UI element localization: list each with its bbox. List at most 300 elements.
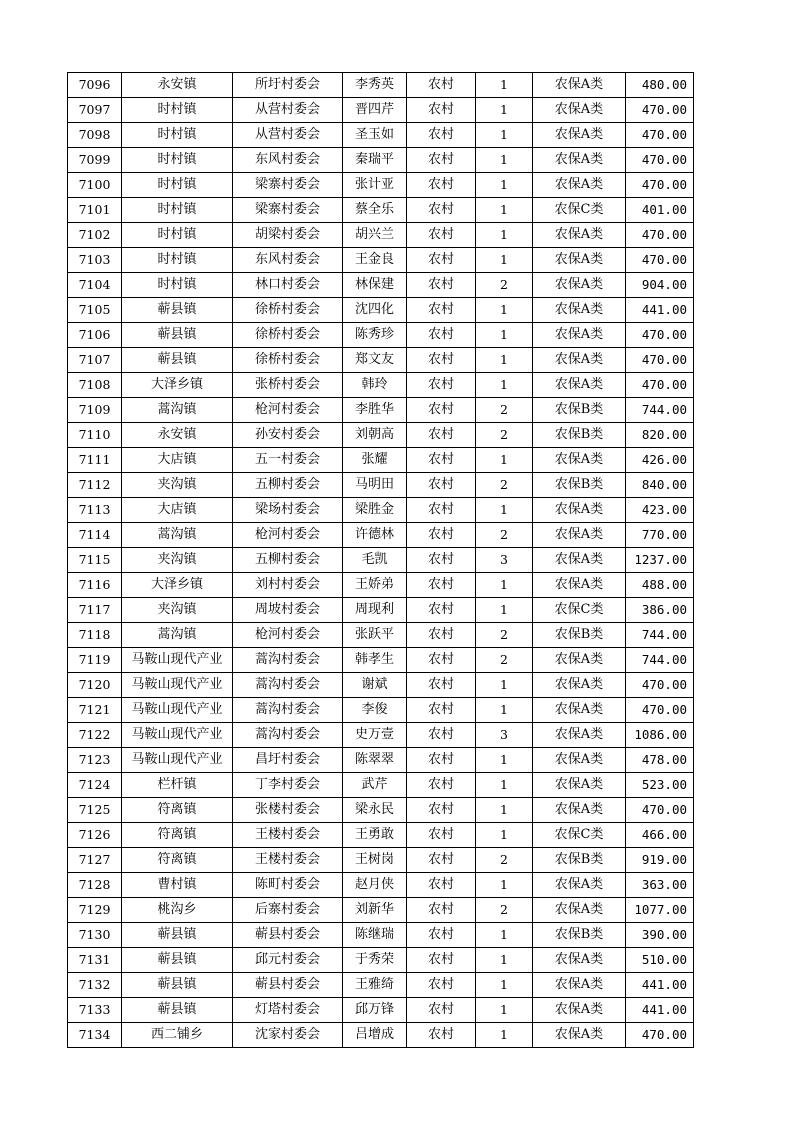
- area-cell: 农村: [407, 423, 476, 448]
- amount-cell: 441.00: [626, 998, 694, 1023]
- town-cell: 蕲县镇: [122, 973, 233, 998]
- row-id: 7121: [68, 698, 122, 723]
- town-cell: 时村镇: [122, 148, 233, 173]
- type-cell: 农保A类: [533, 773, 626, 798]
- row-id: 7130: [68, 923, 122, 948]
- area-cell: 农村: [407, 98, 476, 123]
- village-cell: 枪河村委会: [233, 623, 343, 648]
- amount-cell: 1237.00: [626, 548, 694, 573]
- row-id: 7109: [68, 398, 122, 423]
- area-cell: 农村: [407, 448, 476, 473]
- town-cell: 大店镇: [122, 448, 233, 473]
- count-cell: 1: [476, 998, 533, 1023]
- table-body: [68, 73, 694, 1048]
- type-cell: 农保B类: [533, 923, 626, 948]
- town-cell: 蕲县镇: [122, 948, 233, 973]
- area-cell: 农村: [407, 73, 476, 98]
- row-id: 7104: [68, 273, 122, 298]
- type-cell: 农保C类: [533, 198, 626, 223]
- table-row: [68, 573, 694, 598]
- table-row: [68, 698, 694, 723]
- row-id: 7117: [68, 598, 122, 623]
- table-row: [68, 948, 694, 973]
- village-cell: 蒿沟村委会: [233, 723, 343, 748]
- table-row: [68, 748, 694, 773]
- type-cell: 农保A类: [533, 973, 626, 998]
- village-cell: 徐桥村委会: [233, 323, 343, 348]
- type-cell: 农保A类: [533, 498, 626, 523]
- amount-cell: 426.00: [626, 448, 694, 473]
- town-cell: 桃沟乡: [122, 898, 233, 923]
- village-cell: 陈町村委会: [233, 873, 343, 898]
- table-row: [68, 73, 694, 98]
- table-row: [68, 223, 694, 248]
- type-cell: 农保A类: [533, 323, 626, 348]
- row-id: 7134: [68, 1023, 122, 1048]
- count-cell: 1: [476, 948, 533, 973]
- type-cell: 农保A类: [533, 273, 626, 298]
- type-cell: 农保B类: [533, 423, 626, 448]
- area-cell: 农村: [407, 498, 476, 523]
- type-cell: 农保A类: [533, 523, 626, 548]
- amount-cell: 423.00: [626, 498, 694, 523]
- count-cell: 1: [476, 573, 533, 598]
- name-cell: 圣玉如: [343, 123, 407, 148]
- area-cell: 农村: [407, 948, 476, 973]
- row-id: 7098: [68, 123, 122, 148]
- name-cell: 刘朝高: [343, 423, 407, 448]
- type-cell: 农保A类: [533, 223, 626, 248]
- area-cell: 农村: [407, 648, 476, 673]
- row-id: 7096: [68, 73, 122, 98]
- type-cell: 农保A类: [533, 748, 626, 773]
- name-cell: 沈四化: [343, 298, 407, 323]
- town-cell: 大店镇: [122, 498, 233, 523]
- name-cell: 王勇敢: [343, 823, 407, 848]
- amount-cell: 441.00: [626, 973, 694, 998]
- row-id: 7128: [68, 873, 122, 898]
- type-cell: 农保A类: [533, 248, 626, 273]
- village-cell: 张桥村委会: [233, 373, 343, 398]
- village-cell: 蒿沟村委会: [233, 648, 343, 673]
- table-row: [68, 723, 694, 748]
- area-cell: 农村: [407, 798, 476, 823]
- type-cell: 农保C类: [533, 598, 626, 623]
- amount-cell: 401.00: [626, 198, 694, 223]
- count-cell: 2: [476, 423, 533, 448]
- row-id: 7101: [68, 198, 122, 223]
- amount-cell: 919.00: [626, 848, 694, 873]
- amount-cell: 390.00: [626, 923, 694, 948]
- count-cell: 1: [476, 173, 533, 198]
- table-row: [68, 323, 694, 348]
- type-cell: 农保A类: [533, 173, 626, 198]
- type-cell: 农保A类: [533, 998, 626, 1023]
- village-cell: 从营村委会: [233, 123, 343, 148]
- name-cell: 张跃平: [343, 623, 407, 648]
- amount-cell: 386.00: [626, 598, 694, 623]
- count-cell: 3: [476, 548, 533, 573]
- name-cell: 毛凯: [343, 548, 407, 573]
- town-cell: 时村镇: [122, 123, 233, 148]
- village-cell: 枪河村委会: [233, 523, 343, 548]
- amount-cell: 470.00: [626, 148, 694, 173]
- village-cell: 蒿沟村委会: [233, 698, 343, 723]
- amount-cell: 470.00: [626, 323, 694, 348]
- row-id: 7119: [68, 648, 122, 673]
- type-cell: 农保A类: [533, 898, 626, 923]
- amount-cell: 470.00: [626, 98, 694, 123]
- table-row: [68, 923, 694, 948]
- town-cell: 时村镇: [122, 98, 233, 123]
- town-cell: 夹沟镇: [122, 598, 233, 623]
- area-cell: 农村: [407, 1023, 476, 1048]
- count-cell: 2: [476, 898, 533, 923]
- type-cell: 农保A类: [533, 948, 626, 973]
- name-cell: 谢斌: [343, 673, 407, 698]
- count-cell: 1: [476, 873, 533, 898]
- amount-cell: 466.00: [626, 823, 694, 848]
- table-row: [68, 98, 694, 123]
- count-cell: 1: [476, 798, 533, 823]
- area-cell: 农村: [407, 773, 476, 798]
- town-cell: 西二铺乡: [122, 1023, 233, 1048]
- type-cell: 农保A类: [533, 148, 626, 173]
- row-id: 7097: [68, 98, 122, 123]
- count-cell: 1: [476, 373, 533, 398]
- name-cell: 陈翠翠: [343, 748, 407, 773]
- row-id: 7108: [68, 373, 122, 398]
- village-cell: 东风村委会: [233, 248, 343, 273]
- count-cell: 1: [476, 148, 533, 173]
- amount-cell: 840.00: [626, 473, 694, 498]
- name-cell: 王金良: [343, 248, 407, 273]
- village-cell: 沈家村委会: [233, 1023, 343, 1048]
- count-cell: 1: [476, 773, 533, 798]
- village-cell: 徐桥村委会: [233, 348, 343, 373]
- amount-cell: 744.00: [626, 623, 694, 648]
- area-cell: 农村: [407, 473, 476, 498]
- type-cell: 农保A类: [533, 673, 626, 698]
- town-cell: 符离镇: [122, 848, 233, 873]
- count-cell: 1: [476, 348, 533, 373]
- type-cell: 农保A类: [533, 648, 626, 673]
- type-cell: 农保C类: [533, 823, 626, 848]
- village-cell: 枪河村委会: [233, 398, 343, 423]
- village-cell: 胡梁村委会: [233, 223, 343, 248]
- area-cell: 农村: [407, 198, 476, 223]
- count-cell: 1: [476, 698, 533, 723]
- town-cell: 蒿沟镇: [122, 523, 233, 548]
- count-cell: 1: [476, 823, 533, 848]
- table-row: [68, 148, 694, 173]
- type-cell: 农保B类: [533, 398, 626, 423]
- type-cell: 农保A类: [533, 548, 626, 573]
- name-cell: 王树岗: [343, 848, 407, 873]
- row-id: 7106: [68, 323, 122, 348]
- count-cell: 1: [476, 598, 533, 623]
- area-cell: 农村: [407, 323, 476, 348]
- table-row: [68, 423, 694, 448]
- table-row: [68, 898, 694, 923]
- row-id: 7118: [68, 623, 122, 648]
- area-cell: 农村: [407, 373, 476, 398]
- village-cell: 五柳村委会: [233, 548, 343, 573]
- name-cell: 王娇弟: [343, 573, 407, 598]
- count-cell: 3: [476, 723, 533, 748]
- town-cell: 时村镇: [122, 223, 233, 248]
- village-cell: 徐桥村委会: [233, 298, 343, 323]
- village-cell: 刘村村委会: [233, 573, 343, 598]
- table-row: [68, 198, 694, 223]
- area-cell: 农村: [407, 973, 476, 998]
- row-id: 7107: [68, 348, 122, 373]
- village-cell: 周坡村委会: [233, 598, 343, 623]
- type-cell: 农保A类: [533, 573, 626, 598]
- town-cell: 蕲县镇: [122, 348, 233, 373]
- row-id: 7114: [68, 523, 122, 548]
- area-cell: 农村: [407, 873, 476, 898]
- table-row: [68, 648, 694, 673]
- village-cell: 丁李村委会: [233, 773, 343, 798]
- count-cell: 1: [476, 498, 533, 523]
- village-cell: 林口村委会: [233, 273, 343, 298]
- village-cell: 梁场村委会: [233, 498, 343, 523]
- count-cell: 2: [476, 473, 533, 498]
- count-cell: 1: [476, 98, 533, 123]
- area-cell: 农村: [407, 523, 476, 548]
- row-id: 7116: [68, 573, 122, 598]
- type-cell: 农保A类: [533, 1023, 626, 1048]
- name-cell: 张耀: [343, 448, 407, 473]
- row-id: 7112: [68, 473, 122, 498]
- row-id: 7115: [68, 548, 122, 573]
- count-cell: 1: [476, 73, 533, 98]
- count-cell: 2: [476, 848, 533, 873]
- town-cell: 时村镇: [122, 198, 233, 223]
- amount-cell: 441.00: [626, 298, 694, 323]
- table-row: [68, 773, 694, 798]
- count-cell: 2: [476, 273, 533, 298]
- type-cell: 农保A类: [533, 298, 626, 323]
- name-cell: 赵月侠: [343, 873, 407, 898]
- table-row: [68, 523, 694, 548]
- town-cell: 永安镇: [122, 73, 233, 98]
- area-cell: 农村: [407, 898, 476, 923]
- amount-cell: 523.00: [626, 773, 694, 798]
- amount-cell: 770.00: [626, 523, 694, 548]
- count-cell: 1: [476, 673, 533, 698]
- name-cell: 张计亚: [343, 173, 407, 198]
- town-cell: 马鞍山现代产业: [122, 748, 233, 773]
- name-cell: 晋四芹: [343, 98, 407, 123]
- amount-cell: 363.00: [626, 873, 694, 898]
- town-cell: 大泽乡镇: [122, 373, 233, 398]
- count-cell: 1: [476, 1023, 533, 1048]
- table-row: [68, 298, 694, 323]
- town-cell: 曹村镇: [122, 873, 233, 898]
- amount-cell: 904.00: [626, 273, 694, 298]
- village-cell: 梁寨村委会: [233, 198, 343, 223]
- amount-cell: 1077.00: [626, 898, 694, 923]
- table-row: [68, 623, 694, 648]
- name-cell: 周现利: [343, 598, 407, 623]
- name-cell: 李秀英: [343, 73, 407, 98]
- name-cell: 史万壹: [343, 723, 407, 748]
- table-row: [68, 248, 694, 273]
- row-id: 7127: [68, 848, 122, 873]
- table-row: [68, 1023, 694, 1048]
- type-cell: 农保A类: [533, 723, 626, 748]
- area-cell: 农村: [407, 748, 476, 773]
- amount-cell: 470.00: [626, 673, 694, 698]
- town-cell: 马鞍山现代产业: [122, 723, 233, 748]
- town-cell: 蕲县镇: [122, 998, 233, 1023]
- name-cell: 武芹: [343, 773, 407, 798]
- count-cell: 1: [476, 248, 533, 273]
- type-cell: 农保A类: [533, 448, 626, 473]
- count-cell: 1: [476, 323, 533, 348]
- town-cell: 蕲县镇: [122, 323, 233, 348]
- row-id: 7100: [68, 173, 122, 198]
- village-cell: 东风村委会: [233, 148, 343, 173]
- count-cell: 2: [476, 623, 533, 648]
- row-id: 7102: [68, 223, 122, 248]
- town-cell: 时村镇: [122, 248, 233, 273]
- amount-cell: 470.00: [626, 348, 694, 373]
- table-row: [68, 473, 694, 498]
- row-id: 7105: [68, 298, 122, 323]
- relief-table: [67, 72, 694, 1048]
- amount-cell: 820.00: [626, 423, 694, 448]
- village-cell: 王楼村委会: [233, 848, 343, 873]
- count-cell: 1: [476, 448, 533, 473]
- village-cell: 后寨村委会: [233, 898, 343, 923]
- area-cell: 农村: [407, 173, 476, 198]
- name-cell: 陈继瑞: [343, 923, 407, 948]
- table-row: [68, 348, 694, 373]
- table-row: [68, 373, 694, 398]
- type-cell: 农保A类: [533, 348, 626, 373]
- name-cell: 韩玲: [343, 373, 407, 398]
- count-cell: 1: [476, 223, 533, 248]
- amount-cell: 470.00: [626, 123, 694, 148]
- village-cell: 所圩村委会: [233, 73, 343, 98]
- type-cell: 农保B类: [533, 473, 626, 498]
- table-row: [68, 823, 694, 848]
- amount-cell: 470.00: [626, 698, 694, 723]
- count-cell: 2: [476, 648, 533, 673]
- name-cell: 马明田: [343, 473, 407, 498]
- name-cell: 秦瑞平: [343, 148, 407, 173]
- town-cell: 符离镇: [122, 798, 233, 823]
- row-id: 7123: [68, 748, 122, 773]
- area-cell: 农村: [407, 273, 476, 298]
- type-cell: 农保A类: [533, 873, 626, 898]
- table-row: [68, 998, 694, 1023]
- village-cell: 梁寨村委会: [233, 173, 343, 198]
- type-cell: 农保A类: [533, 373, 626, 398]
- name-cell: 李胜华: [343, 398, 407, 423]
- amount-cell: 744.00: [626, 648, 694, 673]
- row-id: 7131: [68, 948, 122, 973]
- count-cell: 1: [476, 198, 533, 223]
- name-cell: 许德林: [343, 523, 407, 548]
- row-id: 7132: [68, 973, 122, 998]
- type-cell: 农保A类: [533, 123, 626, 148]
- village-cell: 五柳村委会: [233, 473, 343, 498]
- name-cell: 郑文友: [343, 348, 407, 373]
- town-cell: 蒿沟镇: [122, 398, 233, 423]
- name-cell: 梁胜金: [343, 498, 407, 523]
- town-cell: 蒿沟镇: [122, 623, 233, 648]
- count-cell: 1: [476, 298, 533, 323]
- row-id: 7129: [68, 898, 122, 923]
- row-id: 7122: [68, 723, 122, 748]
- row-id: 7099: [68, 148, 122, 173]
- table-row: [68, 398, 694, 423]
- area-cell: 农村: [407, 723, 476, 748]
- type-cell: 农保A类: [533, 798, 626, 823]
- town-cell: 大泽乡镇: [122, 573, 233, 598]
- type-cell: 农保A类: [533, 73, 626, 98]
- village-cell: 灯塔村委会: [233, 998, 343, 1023]
- table-row: [68, 548, 694, 573]
- area-cell: 农村: [407, 223, 476, 248]
- village-cell: 昌圩村委会: [233, 748, 343, 773]
- town-cell: 马鞍山现代产业: [122, 673, 233, 698]
- amount-cell: 1086.00: [626, 723, 694, 748]
- amount-cell: 478.00: [626, 748, 694, 773]
- name-cell: 刘新华: [343, 898, 407, 923]
- name-cell: 韩孝生: [343, 648, 407, 673]
- village-cell: 蕲县村委会: [233, 923, 343, 948]
- table-row: [68, 173, 694, 198]
- table-row: [68, 873, 694, 898]
- area-cell: 农村: [407, 398, 476, 423]
- area-cell: 农村: [407, 923, 476, 948]
- amount-cell: 470.00: [626, 248, 694, 273]
- type-cell: 农保A类: [533, 698, 626, 723]
- row-id: 7103: [68, 248, 122, 273]
- village-cell: 王楼村委会: [233, 823, 343, 848]
- type-cell: 农保B类: [533, 848, 626, 873]
- name-cell: 胡兴兰: [343, 223, 407, 248]
- amount-cell: 510.00: [626, 948, 694, 973]
- area-cell: 农村: [407, 573, 476, 598]
- area-cell: 农村: [407, 698, 476, 723]
- name-cell: 蔡全乐: [343, 198, 407, 223]
- count-cell: 2: [476, 523, 533, 548]
- village-cell: 孙安村委会: [233, 423, 343, 448]
- area-cell: 农村: [407, 623, 476, 648]
- type-cell: 农保B类: [533, 623, 626, 648]
- count-cell: 1: [476, 748, 533, 773]
- area-cell: 农村: [407, 823, 476, 848]
- village-cell: 张楼村委会: [233, 798, 343, 823]
- town-cell: 马鞍山现代产业: [122, 648, 233, 673]
- table-row: [68, 673, 694, 698]
- amount-cell: 470.00: [626, 798, 694, 823]
- town-cell: 蕲县镇: [122, 923, 233, 948]
- area-cell: 农村: [407, 348, 476, 373]
- town-cell: 时村镇: [122, 273, 233, 298]
- row-id: 7126: [68, 823, 122, 848]
- table-row: [68, 973, 694, 998]
- area-cell: 农村: [407, 598, 476, 623]
- area-cell: 农村: [407, 148, 476, 173]
- town-cell: 马鞍山现代产业: [122, 698, 233, 723]
